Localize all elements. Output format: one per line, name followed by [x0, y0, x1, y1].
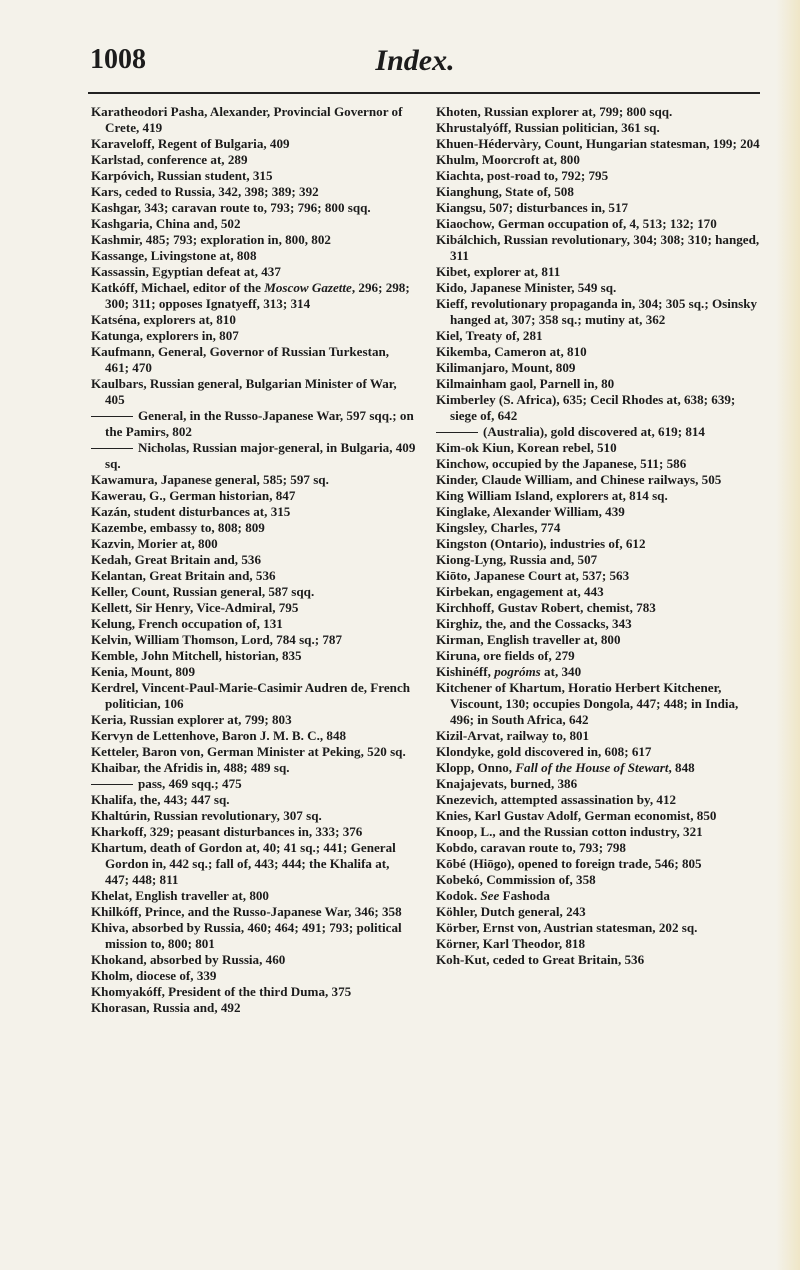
entry-italic-text: Moscow Gazette: [264, 280, 352, 295]
entry-text: Kiaochow, German occupation of, 4, 513; 132; 170: [436, 216, 717, 231]
index-entry: [91, 968, 416, 984]
index-entry: [91, 744, 416, 760]
index-entry: [91, 504, 416, 520]
repeat-dash: [91, 784, 133, 785]
index-entry: [436, 824, 761, 840]
index-entry: [436, 200, 761, 216]
entry-text: Kōbé (Hiōgo), opened to foreign trade, 546; 805: [436, 856, 702, 871]
index-entry: [91, 584, 416, 600]
entry-text: Kiruna, ore fields of, 279: [436, 648, 575, 663]
index-entry: [436, 728, 761, 744]
index-entry: [91, 632, 416, 648]
index-entry: [91, 808, 416, 824]
index-entry: [436, 744, 761, 760]
entry-text: Khokand, absorbed by Russia, 460: [91, 952, 286, 967]
index-entry: [436, 616, 761, 632]
index-entry: [91, 840, 416, 888]
entry-text: Kashgaria, China and, 502: [91, 216, 241, 231]
index-entry: [91, 712, 416, 728]
index-entry: [436, 456, 761, 472]
entry-text: Kharkoff, 329; peasant disturbances in, 333; 376: [91, 824, 363, 839]
entry-text-continued: , 848: [668, 760, 695, 775]
entry-text: Kellett, Sir Henry, Vice-Admiral, 795: [91, 600, 299, 615]
entry-text: Kizil-Arvat, railway to, 801: [436, 728, 590, 743]
entry-text: Kazán, student disturbances at, 315: [91, 504, 291, 519]
entry-text: (Australia), gold discovered at, 619; 814: [483, 424, 705, 439]
entry-italic-text: See: [480, 888, 500, 903]
index-entry: [91, 648, 416, 664]
index-entry: [91, 776, 416, 792]
entry-text: Kirbekan, engagement at, 443: [436, 584, 604, 599]
entry-text: Knoop, L., and the Russian cotton industry, 321: [436, 824, 703, 839]
index-entry: [436, 808, 761, 824]
entry-text: Kianghung, State of, 508: [436, 184, 574, 199]
entry-text: Kibálchich, Russian revolutionary, 304; 308; 310; hanged, 311: [436, 232, 760, 263]
entry-text: Karaveloff, Regent of Bulgaria, 409: [91, 136, 290, 151]
entry-text: Kieff, revolutionary propaganda in, 304; 305 sq.; Osinsky hanged at, 307; 358 sq.; mutiny at, 362: [436, 296, 758, 327]
index-entry: [436, 280, 761, 296]
entry-text: Kelvin, William Thomson, Lord, 784 sq.; 787: [91, 632, 343, 647]
entry-text: Kingston (Ontario), industries of, 612: [436, 536, 646, 551]
index-entry: [91, 312, 416, 328]
index-entry: [91, 104, 416, 136]
index-entry: [91, 408, 416, 440]
index-entry: [436, 168, 761, 184]
index-entry: [91, 200, 416, 216]
entry-text: Knezevich, attempted assassination by, 412: [436, 792, 677, 807]
index-entry: [91, 264, 416, 280]
index-entry: [436, 936, 761, 952]
entry-text: Khuen-Hédervàry, Count, Hungarian statesman, 199; 204: [436, 136, 760, 151]
entry-text: Katséna, explorers at, 810: [91, 312, 236, 327]
entry-text: Kawamura, Japanese general, 585; 597 sq.: [91, 472, 329, 487]
entry-text: Kars, ceded to Russia, 342, 398; 389; 392: [91, 184, 319, 199]
entry-text: Kishinéff,: [436, 664, 495, 679]
entry-text: Kingsley, Charles, 774: [436, 520, 561, 535]
entry-text: Kirchhoff, Gustav Robert, chemist, 783: [436, 600, 656, 615]
entry-italic-text: pogróms: [494, 664, 541, 679]
index-entry: [436, 216, 761, 232]
entry-text: Ketteler, Baron von, German Minister at Peking, 520 sq.: [91, 744, 406, 759]
entry-text: Khiva, absorbed by Russia, 460; 464; 491; 793; political mission to, 800; 801: [91, 920, 402, 951]
index-entry: [436, 360, 761, 376]
repeat-dash: [91, 416, 133, 417]
entry-text: Kilimanjaro, Mount, 809: [436, 360, 576, 375]
entry-text: Kiōto, Japanese Court at, 537; 563: [436, 568, 630, 583]
index-entry: [436, 872, 761, 888]
index-entry: [436, 552, 761, 568]
entry-text: Karlstad, conference at, 289: [91, 152, 248, 167]
index-entry: [436, 888, 761, 904]
repeat-dash: [91, 448, 133, 449]
entry-text: Kirman, English traveller at, 800: [436, 632, 621, 647]
index-entry: [91, 248, 416, 264]
entry-text: Kiong-Lyng, Russia and, 507: [436, 552, 598, 567]
index-entry: [436, 392, 761, 424]
index-entry: [436, 296, 761, 328]
entry-text: Kemble, John Mitchell, historian, 835: [91, 648, 302, 663]
header-rule: [88, 92, 760, 94]
index-entry: [436, 840, 761, 856]
index-entry: [436, 232, 761, 264]
index-entry: [436, 472, 761, 488]
entry-text: Kaufmann, General, Governor of Russian Turkestan, 461; 470: [91, 344, 390, 375]
entry-text: Keria, Russian explorer at, 799; 803: [91, 712, 292, 727]
entry-text: Kobdo, caravan route to, 793; 798: [436, 840, 626, 855]
entry-text: Khomyakóff, President of the third Duma, 375: [91, 984, 352, 999]
index-entry: [91, 760, 416, 776]
left-column: [91, 104, 416, 1016]
index-entry: [436, 264, 761, 280]
entry-text: Khelat, English traveller at, 800: [91, 888, 269, 903]
index-entry: [436, 184, 761, 200]
entry-text: Kawerau, G., German historian, 847: [91, 488, 296, 503]
index-entry: [436, 760, 761, 776]
entry-text: Kido, Japanese Minister, 549 sq.: [436, 280, 617, 295]
entry-text: Kinder, Claude William, and Chinese railways, 505: [436, 472, 722, 487]
entry-text: Kedah, Great Britain and, 536: [91, 552, 261, 567]
index-entry: [91, 328, 416, 344]
entry-text: Kenia, Mount, 809: [91, 664, 196, 679]
index-entry: [436, 152, 761, 168]
page-edge-tint: [776, 0, 800, 1270]
index-entry: [91, 520, 416, 536]
entry-text: Kirghiz, the, and the Cossacks, 343: [436, 616, 632, 631]
entry-italic-text: Fall of the House of Stewart: [515, 760, 669, 775]
index-entry: [91, 376, 416, 408]
entry-text: Kibet, explorer at, 811: [436, 264, 561, 279]
entry-text: Kodok.: [436, 888, 481, 903]
entry-text: Karpóvich, Russian student, 315: [91, 168, 273, 183]
entry-text: Knies, Karl Gustav Adolf, German economist, 850: [436, 808, 717, 823]
entry-text: Körner, Karl Theodor, 818: [436, 936, 586, 951]
entry-text: pass, 469 sqq.; 475: [138, 776, 242, 791]
repeat-dash: [436, 432, 478, 433]
entry-text-continued: at, 340: [540, 664, 582, 679]
entry-text: Khoten, Russian explorer at, 799; 800 sqq.: [436, 104, 673, 119]
entry-text: Khartum, death of Gordon at, 40; 41 sq.; 441; General Gordon in, 442 sq.; fall of, 443; 444; the Khalifa at, 447; 448; 811: [91, 840, 396, 887]
index-entry: [436, 664, 761, 680]
index-entry: [91, 792, 416, 808]
index-entry: [91, 136, 416, 152]
entry-text: Kaulbars, Russian general, Bulgarian Minister of War, 405: [91, 376, 397, 407]
page-header: [90, 44, 740, 84]
entry-text: Kassange, Livingstone at, 808: [91, 248, 257, 263]
index-entry: [91, 984, 416, 1000]
entry-text: Kashmir, 485; 793; exploration in, 800, 802: [91, 232, 331, 247]
index-entry: [91, 152, 416, 168]
entry-text: Kim-ok Kiun, Korean rebel, 510: [436, 440, 617, 455]
entry-text: Körber, Ernst von, Austrian statesman, 202 sq.: [436, 920, 698, 935]
index-entry: [436, 952, 761, 968]
index-entry: [91, 728, 416, 744]
entry-text: Khalifa, the, 443; 447 sq.: [91, 792, 230, 807]
entry-text: Kelantan, Great Britain and, 536: [91, 568, 276, 583]
index-entry: [436, 920, 761, 936]
entry-text: Keller, Count, Russian general, 587 sqq.: [91, 584, 315, 599]
entry-text: Kiel, Treaty of, 281: [436, 328, 543, 343]
entry-text: Kilmainham gaol, Parnell in, 80: [436, 376, 615, 391]
index-entry: [91, 472, 416, 488]
index-entry: [91, 920, 416, 952]
index-entry: [436, 680, 761, 728]
index-entry: [436, 536, 761, 552]
index-entry: [436, 136, 761, 152]
entry-text: Kholm, diocese of, 339: [91, 968, 217, 983]
entry-text: Khulm, Moorcroft at, 800: [436, 152, 580, 167]
index-entry: [91, 600, 416, 616]
entry-text: General, in the Russo-Japanese War, 597 sqq.; on the Pamirs, 802: [105, 408, 414, 439]
index-entry: [91, 904, 416, 920]
index-entry: [91, 664, 416, 680]
index-entry: [91, 552, 416, 568]
index-entry: [436, 120, 761, 136]
index-entry: [91, 680, 416, 712]
index-entry: [91, 616, 416, 632]
index-entry: [91, 536, 416, 552]
index-entry: [91, 232, 416, 248]
index-entry: [91, 344, 416, 376]
entry-text: King William Island, explorers at, 814 sq.: [436, 488, 668, 503]
entry-text: Knajajevats, burned, 386: [436, 776, 578, 791]
entry-text: Nicholas, Russian major-general, in Bulgaria, 409 sq.: [105, 440, 416, 471]
entry-text: Kazembe, embassy to, 808; 809: [91, 520, 265, 535]
index-entry: [436, 344, 761, 360]
index-entry: [91, 824, 416, 840]
page-number: 1008: [90, 44, 146, 75]
index-entry: [436, 792, 761, 808]
index-entry: [91, 440, 416, 472]
index-entry: [436, 776, 761, 792]
index-entry: [91, 952, 416, 968]
entry-text: Khilkóff, Prince, and the Russo-Japanese War, 346; 358: [91, 904, 402, 919]
entry-text-continued: Fashoda: [499, 888, 550, 903]
index-entry: [436, 856, 761, 872]
right-column: [436, 104, 761, 968]
entry-text: Khorasan, Russia and, 492: [91, 1000, 241, 1015]
entry-text: Köhler, Dutch general, 243: [436, 904, 586, 919]
entry-text: Kikemba, Cameron at, 810: [436, 344, 587, 359]
index-entry: [91, 1000, 416, 1016]
index-entry: [91, 488, 416, 504]
index-entry: [91, 888, 416, 904]
entry-text-continued: , 296; 298; 300; 311; opposes Ignatyeff, 313; 314: [105, 280, 410, 311]
index-entry: [436, 104, 761, 120]
entry-text: Kobekó, Commission of, 358: [436, 872, 596, 887]
entry-text: Klondyke, gold discovered in, 608; 617: [436, 744, 652, 759]
index-entry: [91, 168, 416, 184]
index-entry: [436, 904, 761, 920]
index-entry: [436, 376, 761, 392]
index-entry: [91, 216, 416, 232]
entry-text: Khaltúrin, Russian revolutionary, 307 sq.: [91, 808, 322, 823]
entry-text: Katunga, explorers in, 807: [91, 328, 239, 343]
entry-text: Kinchow, occupied by the Japanese, 511; 586: [436, 456, 687, 471]
index-entry: [436, 328, 761, 344]
index-entry: [436, 648, 761, 664]
entry-text: Kashgar, 343; caravan route to, 793; 796; 800 sqq.: [91, 200, 371, 215]
index-entry: [91, 280, 416, 312]
entry-text: Karatheodori Pasha, Alexander, Provincial Governor of Crete, 419: [91, 104, 403, 135]
index-entry: [436, 600, 761, 616]
entry-text: Khaibar, the Afridis in, 488; 489 sq.: [91, 760, 290, 775]
index-entry: [436, 568, 761, 584]
entry-text: Koh-Kut, ceded to Great Britain, 536: [436, 952, 645, 967]
entry-text: Khrustalyóff, Russian politician, 361 sq.: [436, 120, 660, 135]
entry-text: Kinglake, Alexander William, 439: [436, 504, 625, 519]
index-entry: [436, 440, 761, 456]
entry-text: Kazvin, Morier at, 800: [91, 536, 218, 551]
running-title: Index.: [375, 44, 455, 77]
index-entry: [436, 632, 761, 648]
entry-text: Kelung, French occupation of, 131: [91, 616, 283, 631]
entry-text: Kitchener of Khartum, Horatio Herbert Kitchener, Viscount, 130; occupies Dongola, 447; 448; in India, 496; in South Africa, 642: [436, 680, 739, 727]
entry-text: Kiangsu, 507; disturbances in, 517: [436, 200, 629, 215]
entry-text: Kassassin, Egyptian defeat at, 437: [91, 264, 281, 279]
index-entry: [91, 184, 416, 200]
index-entry: [436, 520, 761, 536]
index-entry: [436, 584, 761, 600]
entry-text: Katkóff, Michael, editor of the: [91, 280, 265, 295]
index-entry: [436, 424, 761, 440]
entry-text: Kimberley (S. Africa), 635; Cecil Rhodes at, 638; 639; siege of, 642: [436, 392, 736, 423]
index-entry: [436, 488, 761, 504]
entry-text: Kerdrel, Vincent-Paul-Marie-Casimir Audren de, French politician, 106: [91, 680, 411, 711]
entry-text: Klopp, Onno,: [436, 760, 516, 775]
index-entry: [436, 504, 761, 520]
entry-text: Kervyn de Lettenhove, Baron J. M. B. C., 848: [91, 728, 347, 743]
entry-text: Kiachta, post-road to, 792; 795: [436, 168, 609, 183]
index-entry: [91, 568, 416, 584]
